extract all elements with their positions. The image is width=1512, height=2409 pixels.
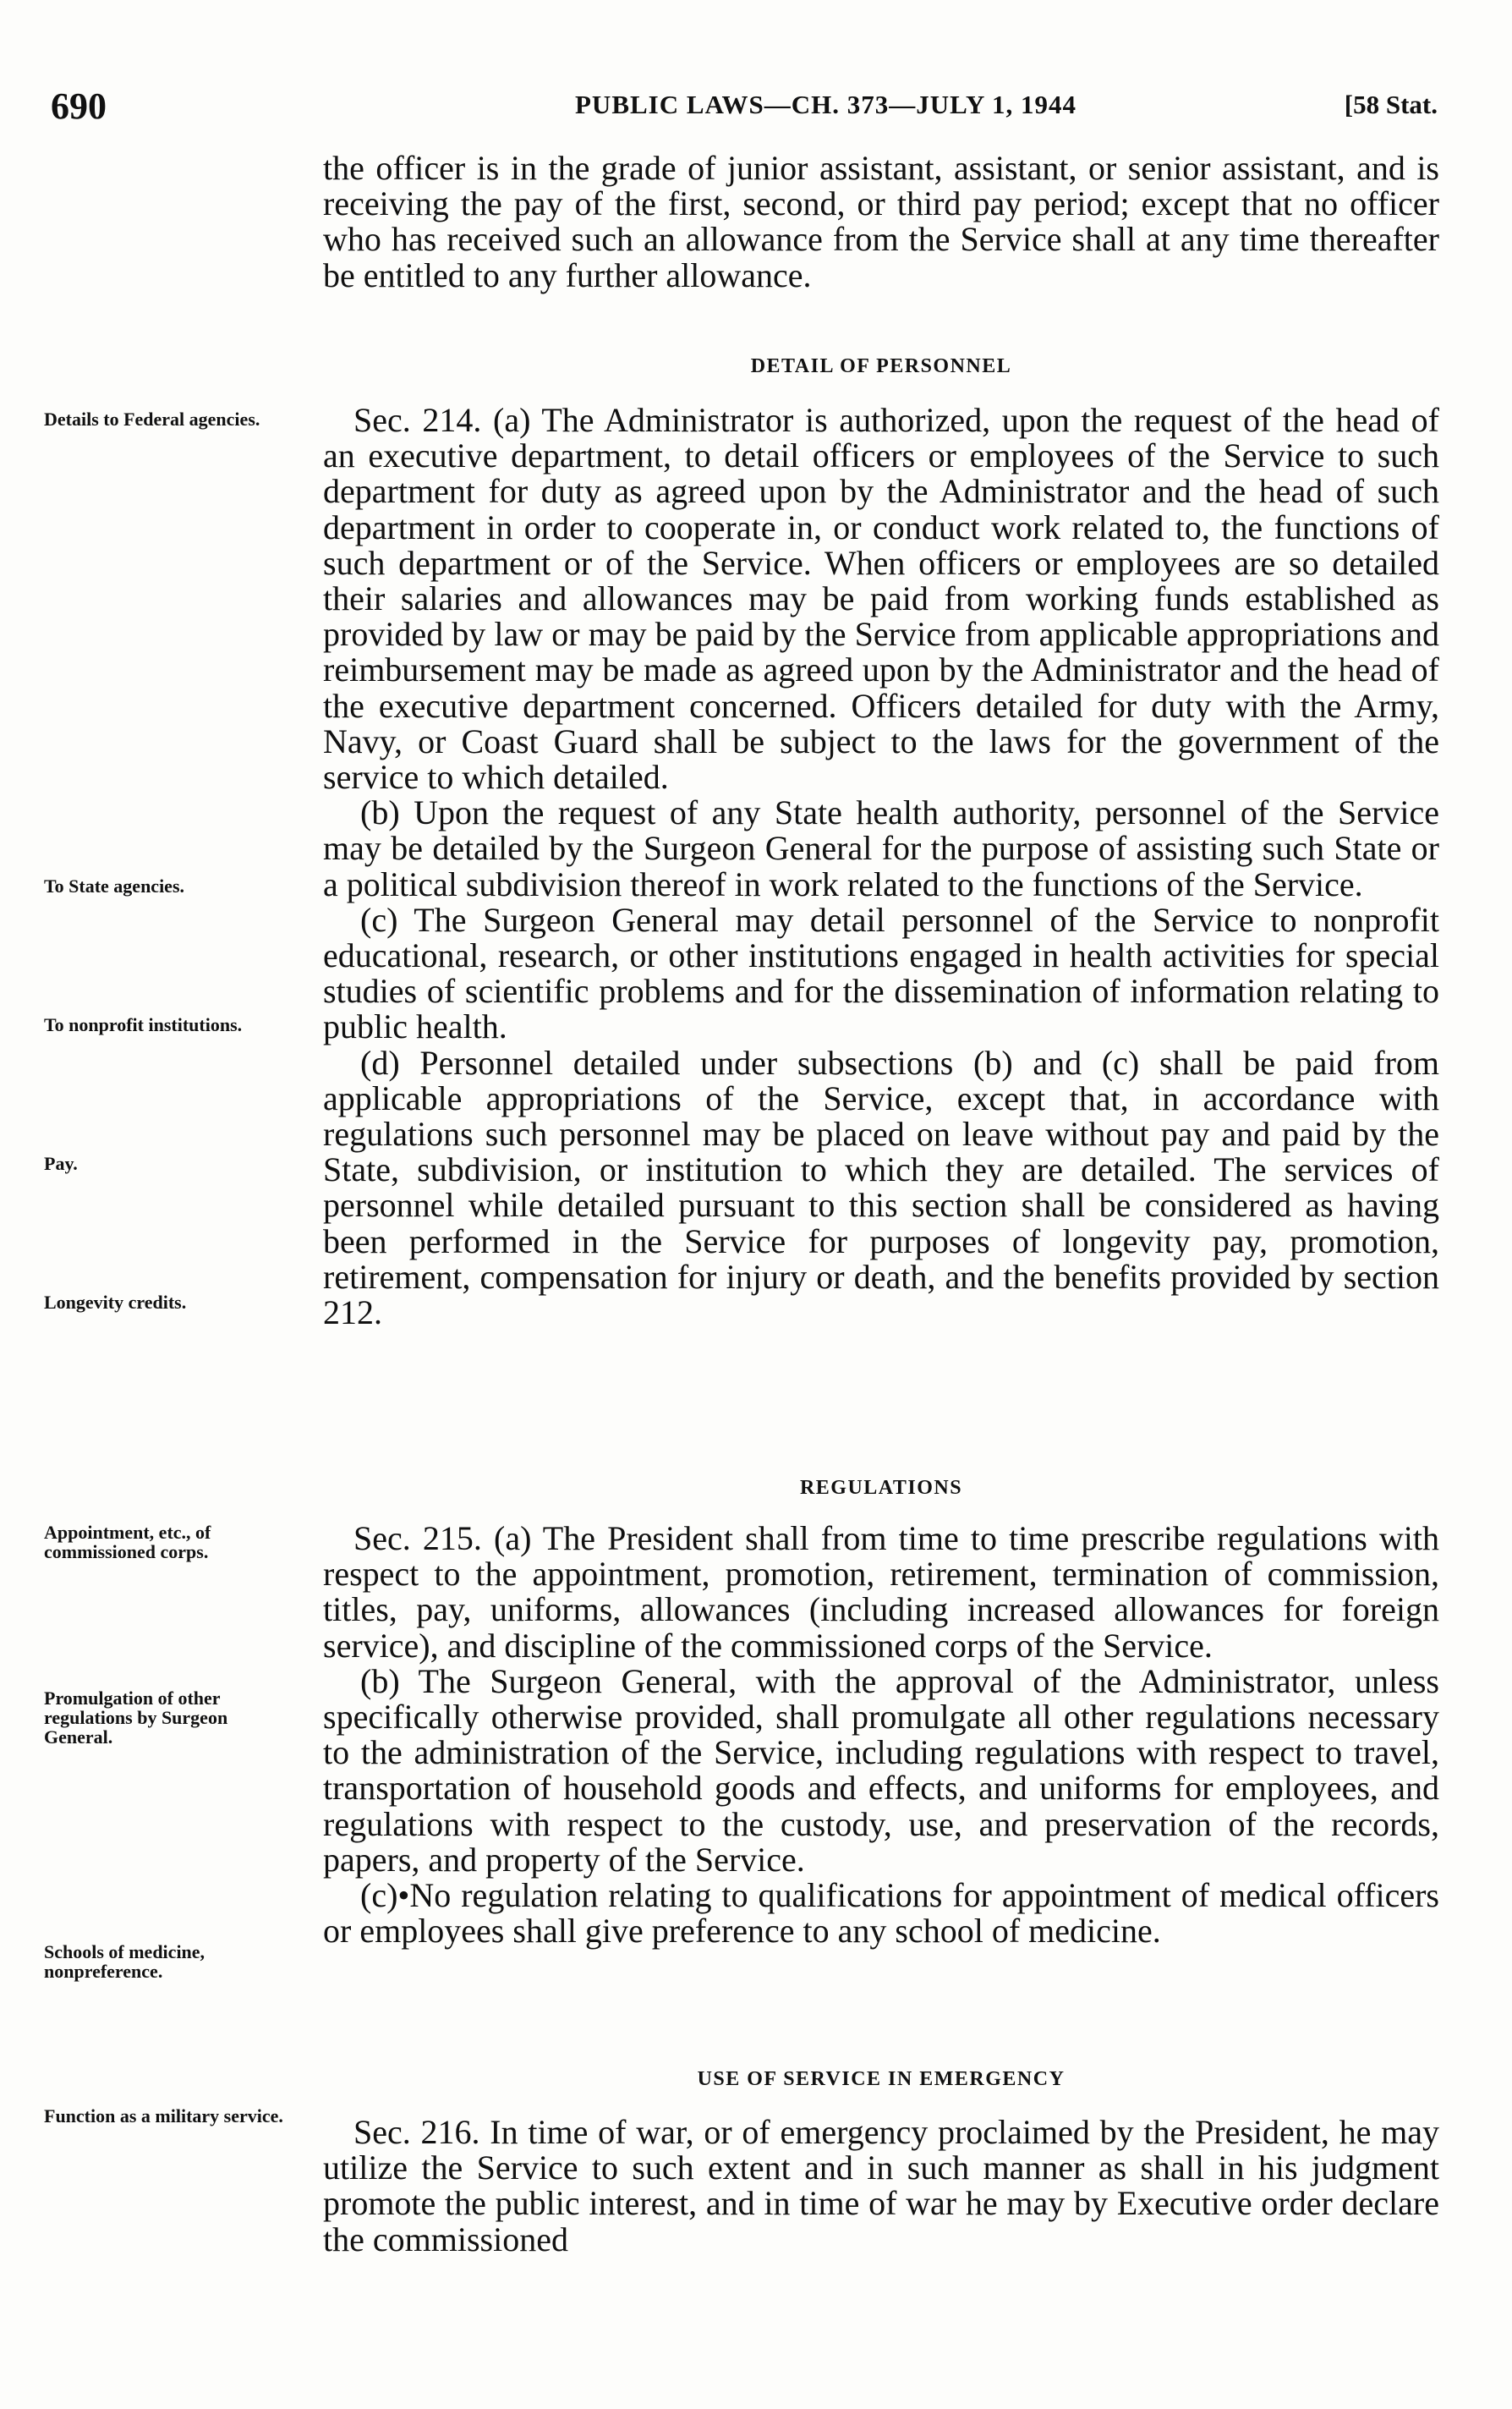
continuation-paragraph: the officer is in the grade of junior assistant, assistant, or senior assistant, and is receiving the pay of the first, second, or third pay period; except that no officer who has received such an allowance from the Service shall at any time thereafter be entitled to any further allowance. — [323, 149, 1439, 294]
continuation-block — [323, 151, 1439, 294]
heading-use-of-service-in-emergency: USE OF SERVICE IN EMERGENCY — [697, 2068, 1066, 2090]
margin-note-details-federal: Details to Federal agencies. — [44, 409, 260, 430]
margin-note-state-agencies: To State agencies. — [44, 875, 185, 897]
margin-note-promulgation: Promulgation of other regulations by Surgeon General. — [44, 1687, 228, 1748]
margin-note-schools: Schools of medicine, nonpreference. — [44, 1941, 205, 1982]
statute-reference: [58 Stat. — [1344, 90, 1438, 119]
section-214-c: (c) The Surgeon General may detail personnel of the Service to nonprofit educational, research, or other institutions engaged in health activities for special studies of scientific problems and for the dissemination of information relating to public health. — [323, 900, 1439, 1046]
margin-note-nonprofit: To nonprofit institutions. — [44, 1014, 243, 1035]
section-214-d: (d) Personnel detailed under subsections (b) and (c) shall be paid from applicable appropriations of the Service, except that, in accordance with regulations such personnel may be placed on leave without pay and paid by the State, subdivision, or institution to which they are detailed. The services of personnel while detailed pursuant to this section shall be considered as having been performed in the Service for purposes of longevity pay, promotion, retirement, compensation for injury or death, and the benefits provided by section 212. — [323, 1043, 1439, 1332]
section-214-b: (b) Upon the request of any State health authority, personnel of the Service may be detailed by the Surgeon General for the purpose of assisting such State or a political subdivision thereof in work related to the functions of the Service. — [323, 793, 1439, 903]
margin-note-appointment: Appointment, etc., of commissioned corps. — [44, 1522, 211, 1562]
section-215-block — [323, 1521, 1439, 1949]
section-215-a: Sec. 215. (a) The President shall from time to time prescribe regulations with respect to the appointment, promotion, retirement, termination of commission, titles, pay, uniforms, allowances (including increased allowances for foreign service), and discipline of the commissioned corps of the Service. — [323, 1519, 1439, 1665]
heading-detail-of-personnel: DETAIL OF PERSONNEL — [750, 355, 1012, 377]
section-215-b: (b) The Surgeon General, with the approval of the Administrator, unless specifically otherwise provided, shall promulgate all other regulations necessary to the administration of the Service, including regulations with respect to travel, transportation of household goods and effects, and uniforms for employees, and regulations with respect to the custody, use, and preservation of the records, papers, and property of the Service. — [323, 1661, 1439, 1879]
heading-regulations: REGULATIONS — [799, 1477, 963, 1499]
margin-note-longevity: Longevity credits. — [44, 1292, 187, 1313]
section-216: Sec. 216. In time of war, or of emergency proclaimed by the President, he may utilize the Service to such extent and in such manner as shall in his judgment promote the public interest, and in time of war he may by Executive order declare the commissioned — [323, 2113, 1439, 2258]
page-number: 690 — [51, 85, 107, 127]
running-title: PUBLIC LAWS—CH. 373—JULY 1, 1944 — [575, 90, 1076, 119]
section-214-block — [323, 403, 1439, 1331]
section-215-c: (c)•No regulation relating to qualifications for appointment of medical officers or employees shall give preference to any school of medicine. — [323, 1876, 1439, 1951]
margin-note-military: Function as a military service. — [44, 2105, 283, 2126]
section-216-block — [323, 2115, 1439, 2258]
page-header — [51, 85, 1438, 135]
section-214-a: Sec. 214. (a) The Administrator is authorized, upon the request of the head of an executive department, to detail officers or employees of the Service to such department for duty as agreed upon by the Administrator and the head of such department in order to cooperate in, or conduct work related to, the functions of such department or of the Service. When officers or employees are so detailed their salaries and allowances may be paid from working funds established as provided by law or may be paid by the Service from applicable appropriations and reimbursement may be made as agreed upon by the Administrator and the head of the executive department concerned. Officers detailed for duty with the Army, Navy, or Coast Guard shall be subject to the laws for the government of the service to which detailed. — [323, 401, 1439, 797]
margin-note-pay: Pay. — [44, 1153, 78, 1174]
